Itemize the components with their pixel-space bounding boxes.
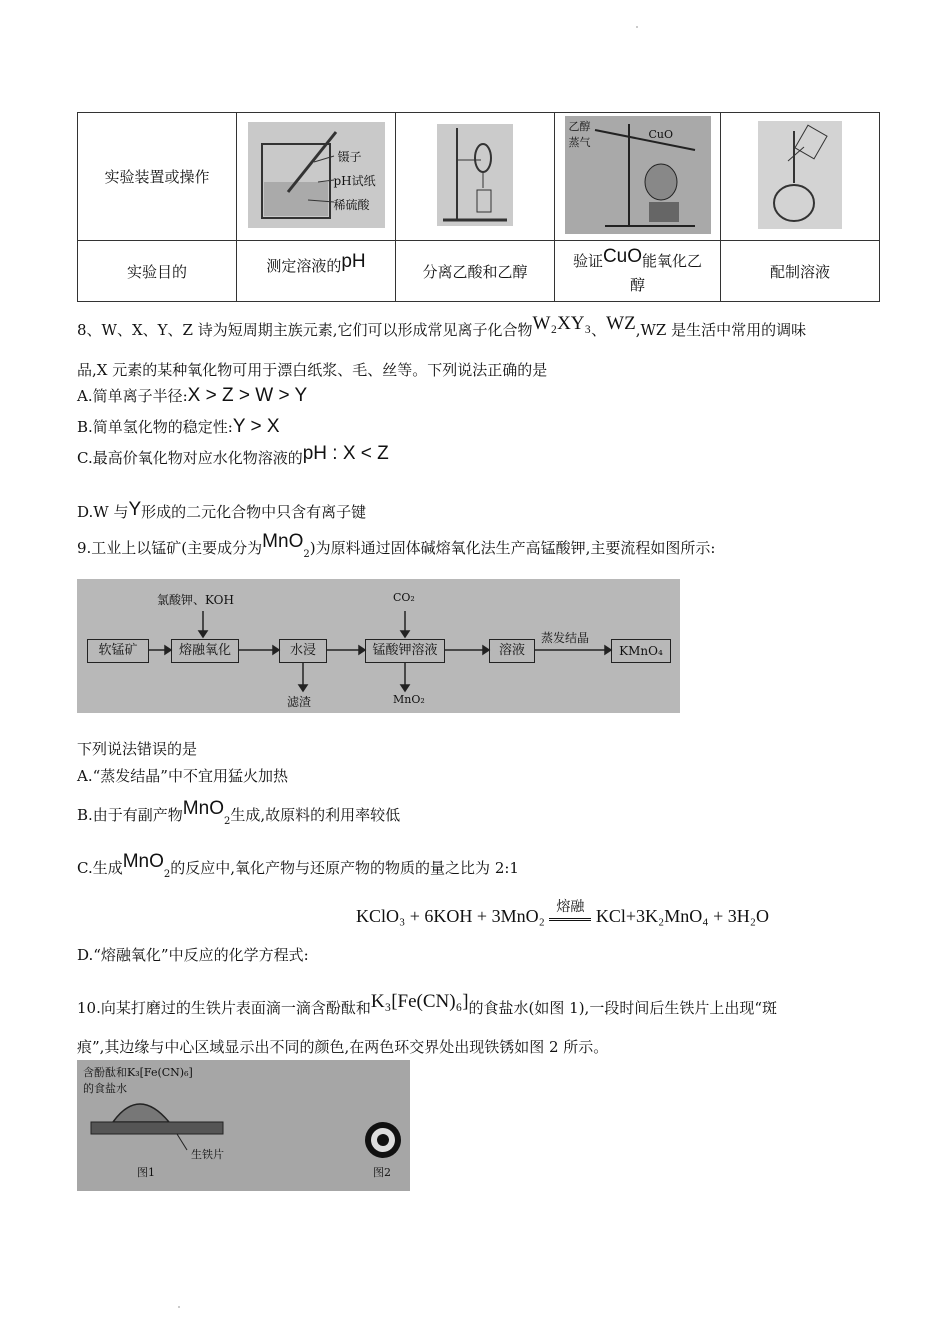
q8-line1: 8、W、X、Y、Z 诗为短周期主族元素,它们可以形成常见离子化合物W₂XY₃、WZ,WZ 是生活中常用的调味 (77, 313, 807, 339)
flow-arrow-label: 蒸发结晶 (541, 631, 590, 645)
q9-mno2: MnO (262, 531, 304, 552)
q8-option-d-math: Y (128, 499, 142, 520)
q9-equation (356, 900, 769, 928)
flow-box-manganate: 锰酸钾溶液 (365, 639, 445, 663)
flow-box-leach: 水浸 (279, 639, 327, 663)
apparatus-solution-prep (721, 113, 880, 241)
q10-figure (77, 1060, 410, 1191)
bottom-dot (178, 1306, 180, 1308)
row-header-purpose: 实验目的 (78, 241, 237, 302)
separatory-funnel-figure (437, 124, 513, 226)
apparatus-ph-test (237, 113, 396, 241)
flow-box-fusion: 熔融氧化 (171, 639, 239, 663)
q9-option-c: C.生成MnO$_2$的反应中,氧化产物与还原产物的物质的量之比为 2:1 (77, 851, 519, 880)
purpose-2: 分离乙酸和乙醇 (396, 241, 555, 302)
top-dot (636, 26, 638, 28)
cuo-label-vapor: 蒸气 (568, 135, 591, 149)
row-header-apparatus: 实验装置或操作 (78, 113, 237, 241)
ph-test-figure (248, 122, 385, 228)
q9-process-flow-figure (77, 579, 680, 713)
q9-option-b: B.由于有副产物MnO$_2$生成,故原料的利用率较低 (77, 798, 401, 827)
flow-box-solution: 溶液 (489, 639, 535, 663)
q10-fig2-caption: 图2 (373, 1166, 391, 1179)
purpose-4: 配制溶液 (721, 241, 880, 302)
cuo-label-ethanol: 乙醇 (568, 119, 591, 133)
q8-compound-1: W₂XY₃ (532, 313, 592, 334)
q10-fig-label-3: 生铁片 (191, 1148, 224, 1161)
equation-right: KCl+3K₂MnO₄ + 3H₂O (595, 906, 769, 926)
q9-line1: 9.工业上以锰矿(主要成分为MnO$_2$)为原料通过固体碱熔氧化法生产高锰酸钾,主要流程如图所示: (77, 531, 716, 560)
flow-box-ore: 软锰矿 (87, 639, 149, 663)
table-row-purpose (78, 241, 880, 302)
flow-box-kmno4: KMnO₄ (611, 639, 671, 663)
q9-option-c-mno2: MnO (122, 851, 164, 872)
q10-line2: 痕”,其边缘与中心区域显示出不同的颜色,在两色环交界处出现铁锈如图 2 所示。 (77, 1038, 609, 1056)
flow-output-2: MnO₂ (393, 693, 425, 706)
purpose-1-math: pH (341, 251, 366, 272)
apparatus-separatory-funnel (396, 113, 555, 241)
q9-stem: 下列说法错误的是 (77, 740, 198, 758)
purpose-1: 测定溶液的pH (237, 241, 396, 302)
q8-option-c-math: pH : X < Z (302, 443, 389, 464)
cuo-oxidation-figure (565, 116, 711, 234)
q8-option-a-math: X > Z > W > Y (187, 385, 308, 406)
q8-option-c: C.最高价氧化物对应水化物溶液的pH : X < Z (77, 443, 389, 467)
q9-option-d: D.“熔融氧化”中反应的化学方程式: (77, 946, 309, 964)
q8-option-b-math: Y > X (232, 416, 280, 437)
solution-prep-figure (758, 121, 842, 229)
purpose-3-math: CuO (602, 246, 643, 267)
purpose-3: 验证CuO能氧化乙 醇 (555, 241, 721, 302)
q10-formula: K₃[Fe(CN)₆] (370, 991, 469, 1012)
q8-compound-2: WZ (606, 313, 636, 334)
q9-option-b-mno2: MnO (182, 798, 224, 819)
apparatus-cuo-oxidation (555, 113, 721, 241)
ph-label-paper: pH试纸 (333, 173, 376, 188)
q9-option-a: A.“蒸发结晶”中不宜用猛火加热 (77, 767, 288, 785)
equation-left: KClO₃ + 6KOH + 3MnO₂ (356, 906, 545, 926)
q8-option-d: D.W 与Y形成的二元化合物中只含有离子键 (77, 499, 367, 521)
ph-label-acid: 稀硫酸 (333, 197, 370, 212)
cuo-label-cuo: CuO (648, 127, 674, 141)
flow-input-2: CO₂ (393, 591, 415, 604)
q10-fig-label-2: 的食盐水 (83, 1082, 127, 1095)
q8-option-a: A.简单离子半径:X > Z > W > Y (77, 385, 308, 406)
table-row-apparatus (78, 113, 880, 241)
flow-input-1: 氯酸钾、KOH (157, 593, 234, 607)
experiment-table (77, 112, 880, 302)
q10-line1: 10.向某打磨过的生铁片表面滴一滴含酚酞和K₃[Fe(CN)₆]的食盐水(如图 1),一段时间后生铁片上出现“斑 (77, 991, 777, 1017)
q8-line2: 品,X 元素的某种氧化物可用于漂白纸浆、毛、丝等。下列说法正确的是 (77, 361, 548, 379)
q8-option-b: B.简单氢化物的稳定性:Y > X (77, 416, 280, 437)
ph-label-tweezers: 镊子 (337, 149, 362, 164)
q10-fig1-caption: 图1 (137, 1166, 155, 1179)
q10-fig-label-1: 含酚酞和K₃[Fe(CN)₆] (83, 1066, 193, 1079)
equation-condition: 熔融 (549, 900, 591, 928)
flow-output-1: 滤渣 (287, 695, 312, 709)
